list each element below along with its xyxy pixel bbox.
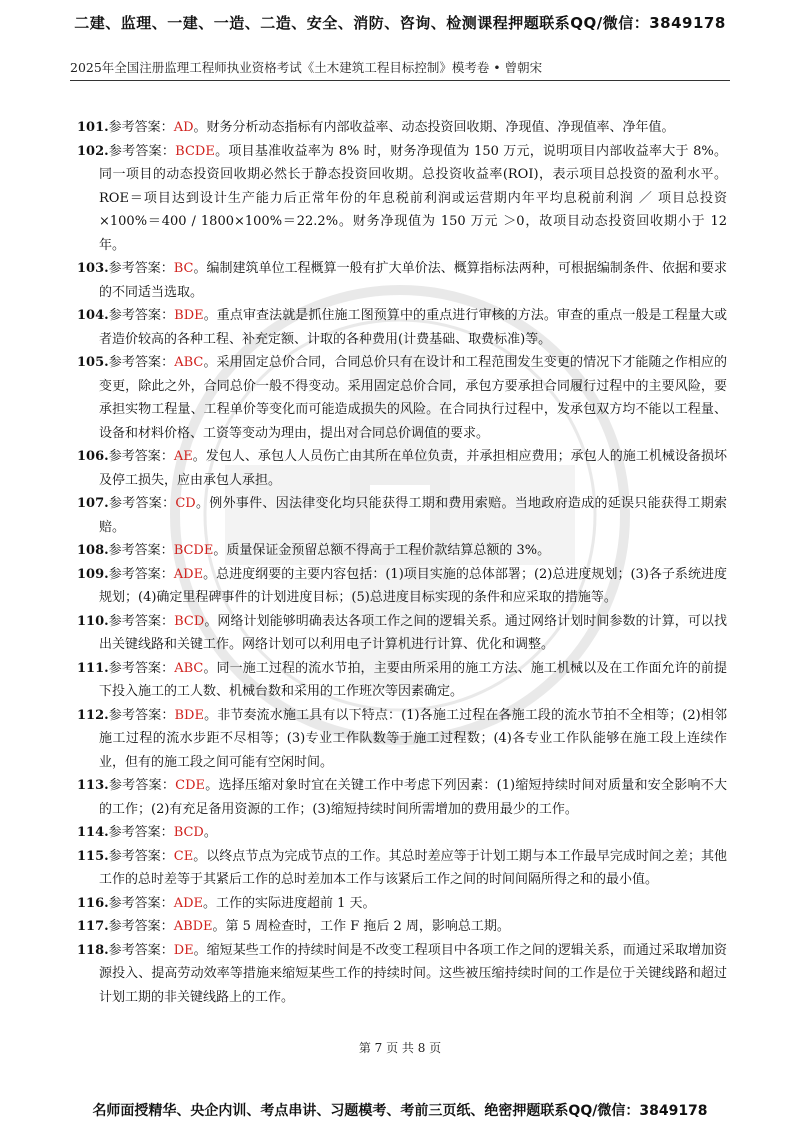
answer-prefix: 参考答案：: [108, 778, 176, 793]
question-number: 106.: [77, 449, 109, 464]
question-number: 113.: [77, 778, 109, 793]
answer-explanation: 。质量保证金预留总额不得高于工程价款结算总额的 3%。: [213, 543, 551, 558]
question-number: 111.: [77, 660, 109, 676]
answer-prefix: 参考答案：: [108, 566, 174, 582]
answer-prefix: 参考答案：: [108, 308, 175, 323]
answer-letters: BCD: [174, 613, 205, 629]
question-number: 116.: [77, 895, 109, 911]
answer-prefix: 参考答案：: [108, 120, 174, 135]
answer-letters: BCDE: [173, 543, 214, 558]
answer-explanation: 。总进度纲要的主要内容包括：(1)项目实施的总体部署；(2)总进度规划；(3)各子系统进度规划；(4)确定里程碑事件的计划进度目标；(5)总进度目标实现的条件和应采取的措施等。: [99, 566, 727, 605]
answer-prefix: 参考答案：: [108, 261, 174, 276]
question-number: 107.: [77, 496, 109, 511]
answer-item: [77, 845, 727, 892]
answer-item: [77, 351, 727, 445]
answer-prefix: 参考答案：: [108, 895, 174, 911]
answer-explanation: 。重点审查法就是抓住施工图预算中的重点进行审核的方法。审查的重点一般是工程量大或者造价较高的各种工程、补充定额、计取的各种费用(计费基础、取费标准)等。: [99, 308, 727, 347]
answer-prefix: 参考答案：: [108, 543, 174, 558]
answer-prefix: 参考答案：: [108, 143, 176, 159]
answer-letters: CDE: [175, 778, 206, 793]
answer-item: [77, 939, 727, 1010]
answer-explanation: 。以终点节点为完成节点的工作。其总时差应等于计划工期与本工作最早完成时间之差；其他工作的总时差等于其紧后工作的总时差加本工作与该紧后工作之间的时间间隔所得之和的最小值。: [99, 848, 727, 887]
answer-list: [77, 116, 727, 1009]
question-number: 117.: [77, 919, 109, 934]
answer-item: [77, 892, 727, 916]
answer-letters: BDE: [174, 707, 204, 723]
answer-explanation: 。同一施工过程的流水节拍，主要由所采用的施工方法、施工机械以及在工作面允许的前提下投入施工的工人数、机械台数和采用的工作班次等因素确定。: [99, 660, 727, 699]
answer-explanation: 。工作的实际进度超前 1 天。: [203, 895, 376, 911]
answer-explanation: 。财务分析动态指标有内部收益率、动态投资回收期、净现值、净现值率、净年值。: [193, 120, 675, 135]
answer-item: [77, 445, 727, 492]
answer-prefix: 参考答案：: [108, 848, 174, 864]
answer-explanation: 。: [203, 825, 217, 840]
answer-item: [77, 563, 727, 610]
answer-letters: BC: [173, 261, 194, 276]
answer-explanation: 。发包人、承包人人员伤亡由其所在单位负责，并承担相应费用；承包人的施工机械设备损坏及停工损失，应由承包人承担。: [99, 449, 727, 488]
answer-letters: DE: [173, 942, 194, 958]
question-number: 105.: [77, 355, 109, 370]
answer-letters: BDE: [174, 308, 204, 323]
answer-explanation: 。选择压缩对象时宜在关键工作中考虑下列因素：(1)缩短持续时间对质量和安全影响不大的工作；(2)有充足备用资源的工作；(3)缩短持续时间所需增加的费用最少的工作。: [99, 778, 727, 817]
answer-letters: ABDE: [173, 919, 213, 934]
question-number: 112.: [77, 707, 109, 723]
answer-prefix: 参考答案：: [108, 496, 176, 511]
answer-prefix: 参考答案：: [108, 449, 174, 464]
answer-letters: BCD: [173, 825, 204, 840]
answer-letters: AD: [173, 120, 194, 135]
answer-prefix: 参考答案：: [108, 919, 174, 934]
answer-item: [77, 257, 727, 304]
answer-letters: CD: [175, 496, 196, 511]
answer-letters: CE: [173, 848, 194, 864]
answer-letters: ABC: [174, 660, 204, 676]
answer-explanation: 。采用固定总价合同，合同总价只有在设计和工程范围发生变更的情况下才能随之作相应的变更，除此之外，合同总价一般不得变动。采用固定总价合同，承包方要承担合同履行过程中的主要风险，要承担实物工程量、工程单价等变化而可能造成损失的风险。在合同执行过程中，发承包双方均不能以工程量、设备和材料价格、工资等变动为理由，提出对合同总价调值的要求。: [99, 355, 727, 441]
answer-letters: BCDE: [175, 143, 215, 159]
answer-explanation: 。非节奏流水施工具有以下特点：(1)各施工过程在各施工段的流水节拍不全相等；(2)相邻施工过程的流水步距不尽相等；(3)专业工作队数等于施工过程数；(4)各专业工作队能够在施工段上连续作业，但有的施工段之间可能有空闲时间。: [99, 707, 727, 770]
question-number: 115.: [77, 848, 109, 864]
document-header: 2025年全国注册监理工程师执业资格考试《土木建筑工程目标控制》模考卷 • 曾朝宋: [70, 58, 730, 81]
question-number: 102.: [77, 143, 109, 159]
answer-item: [77, 774, 727, 821]
question-number: 101.: [77, 120, 109, 135]
question-number: 104.: [77, 308, 109, 323]
question-number: 109.: [77, 566, 109, 582]
answer-item: [77, 539, 727, 563]
answer-item: [77, 610, 727, 657]
answer-item: [77, 116, 727, 140]
answer-item: [77, 657, 727, 704]
question-number: 118.: [77, 942, 109, 958]
answer-prefix: 参考答案：: [108, 613, 175, 629]
question-number: 110.: [77, 613, 109, 629]
answer-prefix: 参考答案：: [108, 660, 175, 676]
question-number: 103.: [77, 261, 109, 276]
question-number: 114.: [77, 825, 109, 840]
answer-prefix: 参考答案：: [108, 355, 175, 370]
question-number: 108.: [77, 543, 109, 558]
answer-prefix: 参考答案：: [108, 942, 174, 958]
answer-item: [77, 704, 727, 775]
answer-item: [77, 915, 727, 939]
answer-prefix: 参考答案：: [108, 707, 175, 723]
answer-explanation: 。项目基准收益率为 8% 时，财务净现值为 150 万元，说明项目内部收益率大于 8%。同一项目的动态投资回收期必然长于静态投资回收期。总投资收益率(ROI)，表示项目总投资的盈利水平。ROE＝项目达到设计生产能力后正常年份的年息税前利润或运营期内年平均息税前利润 ／ 项目总投资×100%＝400 / 1800×100%＝22.2%。财务净现值为 150 万元 ＞0，故项目动态投资回收期小于 12 年。: [99, 143, 727, 253]
answer-explanation: 。例外事件、因法律变化均只能获得工期和费用索赔。当地政府造成的延误只能获得工期索赔。: [99, 496, 727, 535]
answer-explanation: 。网络计划能够明确表达各项工作之间的逻辑关系。通过网络计划时间参数的计算，可以找出关键线路和关键工作。网络计划可以利用电子计算机进行计算、优化和调整。: [99, 613, 727, 652]
answer-explanation: 。编制建筑单位工程概算一般有扩大单价法、概算指标法两种，可根据编制条件、依据和要求的不同适当选取。: [99, 261, 727, 300]
answer-item: [77, 140, 727, 258]
answer-item: [77, 492, 727, 539]
answer-prefix: 参考答案：: [108, 825, 174, 840]
answer-letters: ABC: [174, 355, 204, 370]
answer-item: [77, 304, 727, 351]
answer-explanation: 。第 5 周检查时，工作 F 拖后 2 周，影响总工期。: [212, 919, 510, 934]
answer-letters: AE: [173, 449, 193, 464]
bottom-banner: 名师面授精华、央企内训、考点串讲、习题模考、考前三页纸、绝密押题联系QQ/微信：3849178: [92, 1103, 708, 1119]
answer-item: [77, 821, 727, 845]
answer-explanation: 。缩短某些工作的持续时间是不改变工程项目中各项工作之间的逻辑关系，而通过采取增加资源投入、提高劳动效率等措施来缩短某些工作的持续时间。这些被压缩持续时间的工作是位于关键线路和超过计划工期的非关键线路上的工作。: [99, 942, 727, 1005]
answer-letters: ADE: [173, 566, 204, 582]
top-banner: 二建、监理、一建、一造、二造、安全、消防、咨询、检测课程押题联系QQ/微信：3849178: [74, 14, 726, 32]
answer-letters: ADE: [173, 895, 203, 911]
page-number: 第 7 页 共 8 页: [358, 1041, 442, 1055]
